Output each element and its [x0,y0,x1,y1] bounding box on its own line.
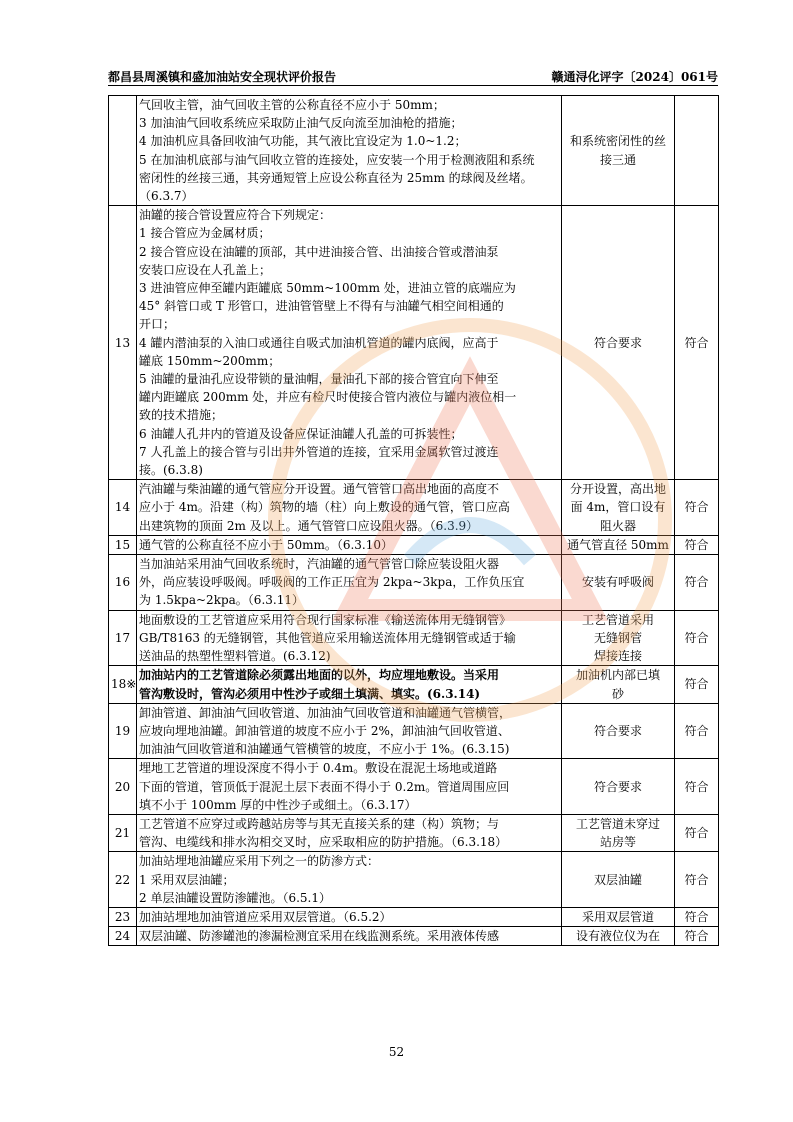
requirement-line: 管沟、电缆线和排水沟相交叉时，应采取相应的防护措施。（6.3.18） [139,835,508,850]
result-cell: 符合 [675,814,719,851]
header-rule [108,85,718,86]
item-number: 23 [109,907,137,926]
requirement-line: 1 采用双层油罐； [139,872,235,887]
requirement-line: 3 加油油气回收系统应采取防止油气反向流至加油枪的措施； [139,116,463,131]
item-number: 16 [109,555,137,611]
requirement-line: 外，尚应装设呼吸阀。呼吸阀的工作正压宜为 2kpa~3kpa，工作负压宜 [139,575,525,590]
requirement-line: 油罐的接合管设置应符合下列规定： [139,208,332,223]
finding-line: 砂 [611,686,624,701]
requirement-line: 工艺管道不应穿过或跨越站房等与其无直接关系的建（构）筑物；与 [139,816,500,831]
table-row [109,96,719,206]
evaluation-table-body [109,96,719,946]
table-row [109,480,719,536]
finding-line: 双层油罐 [593,872,642,887]
inspection-finding [562,927,675,946]
finding-line: 面 4m，管口设有 [570,500,666,515]
requirement-line: 送油品的热塑性塑料管道。(6.3.12) [139,649,331,664]
requirement-line: 下面的管道，管顶低于混泥土层下表面不得小于 0.2m。管道周围应回 [139,779,510,794]
requirement-line: 填不小于 100mm 厚的中性沙子或细土。（6.3.17） [139,797,417,812]
inspection-finding [562,206,675,480]
finding-line: 通气管直径 50mm [567,537,669,552]
table-row [109,555,719,611]
finding-line: 加油机内部已填 [575,668,660,683]
requirement-line: 1 接合管应为金属材质； [139,226,271,241]
table-row [109,927,719,946]
table-row [109,907,719,926]
requirement-line: 当加油站采用油气回收系统时，汽油罐的通气管管口除应装设阻火器 [139,557,500,572]
requirement-text [137,703,562,759]
requirement-line: 4 罐内潜油泵的入油口或通往自吸式加油机管道的罐内底阀，应高于 [139,335,499,350]
requirement-line: 双层油罐、防渗罐池的渗漏检测宜采用在线监测系统。采用液体传感 [139,929,500,944]
finding-line: 接三通 [599,152,636,167]
table-row [109,703,719,759]
table-row [109,535,719,554]
requirement-line: 气回收主管，油气回收主管的公称直径不应小于 50mm； [139,98,445,112]
requirement-line: 应小于 4m。沿建（构）筑物的墙（柱）向上敷设的通气管，管口应高 [139,500,510,515]
requirement-line: 7 人孔盖上的接合管与引出井外管道的连接，宜采用金属软管过渡连 [139,444,499,459]
finding-line: 焊接连接 [593,649,642,664]
inspection-finding [562,759,675,815]
requirement-line: 加油站埋地加油管道应采用双层管道。（6.5.2） [139,909,392,924]
requirement-line: 接。(6.3.8) [139,463,203,478]
requirement-line: 卸油管道、卸油油气回收管道、加油油气回收管道和油罐通气管横管， [139,705,512,720]
requirement-line: 加油油气回收管道和油罐通气管横管的坡度，不应小于 1%。(6.3.15) [139,742,510,757]
inspection-finding [562,666,675,703]
finding-line: 符合要求 [593,779,642,794]
requirement-text [137,480,562,536]
result-cell: 符合 [675,666,719,703]
result-cell: 符合 [675,759,719,815]
requirement-line: 2 接合管应设在油罐的顶部，其中进油接合管、出油接合管或潜油泵 [139,244,499,259]
finding-line: 符合要求 [593,335,642,350]
item-number: 20 [109,759,137,815]
result-cell: 符合 [675,610,719,666]
inspection-finding [562,480,675,536]
requirement-text [137,852,562,908]
finding-line: 阻火器 [599,518,636,533]
requirement-line: 45° 斜管口或 T 形管口，进油管管壁上不得有与油罐气相空间相通的 [139,299,504,314]
requirement-line: 密闭性的丝接三通，其旁通短管上应设公称直径为 25mm 的球阀及丝堵。 [139,170,533,185]
item-number: 13 [109,206,137,480]
requirement-text [137,927,562,946]
requirement-line: 2 单层油罐设置防渗罐池。（6.5.1） [139,890,331,905]
requirement-text [137,907,562,926]
inspection-finding [562,703,675,759]
requirement-line: （6.3.7） [139,189,194,204]
result-cell: 符合 [675,480,719,536]
requirement-line: 加油站埋地油罐应采用下列之一的防渗方式： [139,854,380,869]
item-number: 19 [109,703,137,759]
result-cell: 符合 [675,703,719,759]
item-number: 15 [109,535,137,554]
result-cell: 符合 [675,927,719,946]
finding-line: 和系统密闭性的丝 [569,134,666,149]
finding-line: 工艺管道采用 [581,612,654,627]
item-number: 22 [109,852,137,908]
requirement-line: 汽油罐与柴油罐的通气管应分开设置。通气管管口高出地面的高度不 [139,482,500,497]
finding-line: 采用双层管道 [581,909,654,924]
result-cell: 符合 [675,907,719,926]
requirement-line: 罐底 150mm~200mm； [139,353,281,368]
inspection-finding [562,814,675,851]
inspection-finding [562,96,675,206]
page-header [108,62,718,86]
requirement-text [137,610,562,666]
inspection-finding [562,555,675,611]
requirement-text [137,666,562,703]
finding-line: 无缝钢管 [593,630,642,645]
requirement-line: 5 在加油机底部与油气回收立管的连接处，应安装一个用于检测液阻和系统 [139,152,535,167]
result-cell: 符合 [675,852,719,908]
requirement-line: 致的技术措施； [139,408,224,423]
result-cell: 符合 [675,535,719,554]
requirement-text [137,206,562,480]
report-number: 赣通浔化评字〔2024〕061号 [551,70,718,84]
requirement-line: 安装口应设在人孔盖上； [139,262,272,277]
item-number: 18※ [109,666,137,703]
requirement-line: 为 1.5kpa~2kpa。（6.3.11） [139,593,304,608]
inspection-finding [562,852,675,908]
table-row [109,852,719,908]
finding-line: 符合要求 [593,723,642,738]
inspection-finding [562,610,675,666]
result-cell: 符合 [675,206,719,480]
requirement-line: 3 进油管应伸至罐内距罐底 50mm~100mm 处，进油立管的底端应为 [139,281,516,296]
requirement-line: 管沟敷设时，管沟必须用中性沙子或细土填满、填实。(6.3.14) [139,686,481,701]
finding-line: 安装有呼吸阀 [581,575,654,590]
requirement-line: 出建筑物的顶面 2m 及以上。通气管管口应设阻火器。（6.3.9） [139,518,479,533]
inspection-finding [562,907,675,926]
table-row [109,610,719,666]
table-row [109,759,719,815]
requirement-text [137,814,562,851]
requirement-line: 开口； [139,317,176,332]
table-row [109,814,719,851]
item-number [109,96,137,206]
requirement-text [137,535,562,554]
requirement-line: 6 油罐人孔井内的管道及设备应保证油罐人孔盖的可拆装性； [139,426,463,441]
item-number: 17 [109,610,137,666]
finding-line: 工艺管道未穿过 [575,816,660,831]
requirement-line: 通气管的公称直径不应小于 50mm。（6.3.10） [139,537,394,552]
report-title: 都昌县周溪镇和盛加油站安全现状评价报告 [108,70,337,84]
requirement-line: 地面敷设的工艺管道应采用符合现行国家标准《输送流体用无缝钢管》 [139,612,512,627]
requirement-line: 埋地工艺管道的埋设深度不得小于 0.4m。敷设在混泥土场地或道路 [139,761,498,776]
requirement-line: 加油站内的工艺管道除必须露出地面的以外，均应埋地敷设。当采用 [139,668,500,683]
requirement-line: 4 加油机应具备回收油气功能，其气液比宜设定为 1.0~1.2； [139,134,467,149]
requirement-line: 5 油罐的量油孔应设带锁的量油帽，量油孔下部的接合管宜向下伸至 [139,372,499,387]
table-row [109,206,719,480]
inspection-finding [562,535,675,554]
finding-line: 站房等 [599,835,636,850]
item-number: 21 [109,814,137,851]
requirement-line: 罐内距罐底 200mm 处，并应有检尺时使接合管内液位与罐内液位相一 [139,390,517,405]
requirement-text [137,96,562,206]
evaluation-table [108,95,719,946]
result-cell [675,96,719,206]
requirement-text [137,555,562,611]
requirement-text [137,759,562,815]
item-number: 14 [109,480,137,536]
result-cell: 符合 [675,555,719,611]
requirement-line: GB/T8163 的无缝钢管，其他管道应采用输送流体用无缝钢管或适于输 [139,630,516,645]
item-number: 24 [109,927,137,946]
table-row [109,666,719,703]
finding-line: 分开设置，高出地 [569,482,666,497]
finding-line: 设有液位仪为在 [575,929,660,944]
requirement-line: 应坡向埋地油罐。卸油管道的坡度不应小于 2%，卸油油气回收管道、 [139,723,510,738]
page-number: 52 [388,1045,405,1059]
